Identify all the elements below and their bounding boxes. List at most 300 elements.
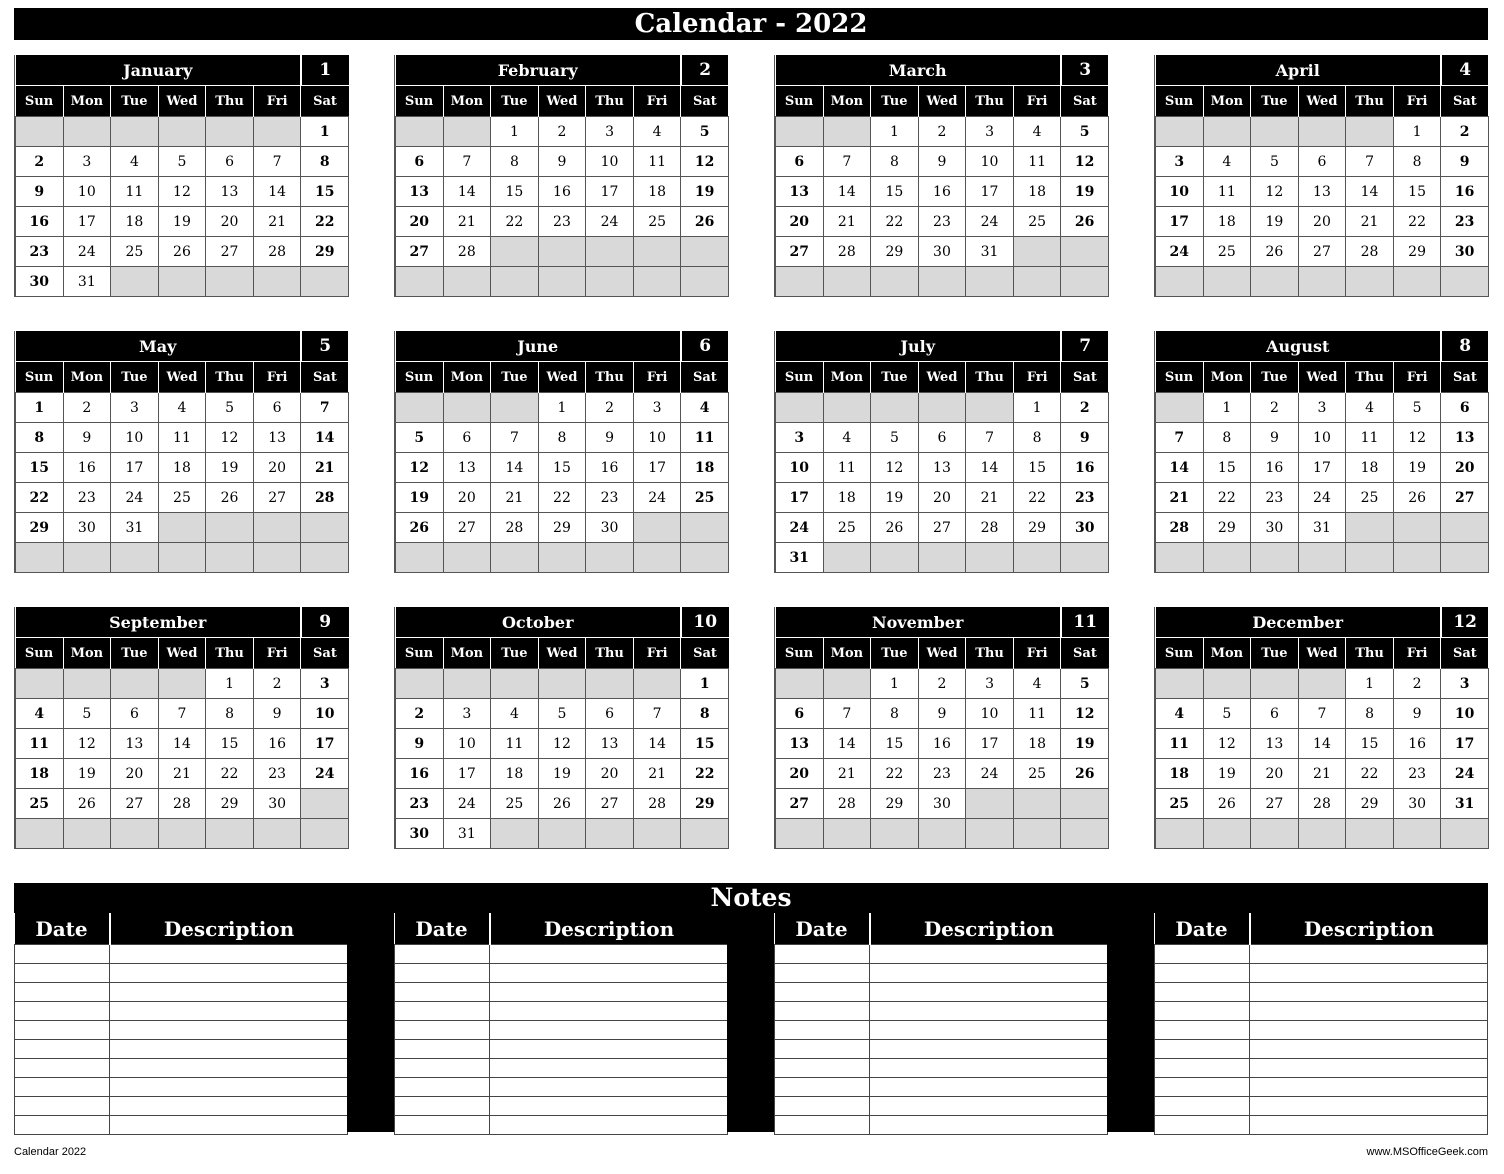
notes-date-cell[interactable] [15, 1116, 110, 1135]
day-cell: 1 [206, 669, 254, 699]
day-cell: 18 [823, 483, 871, 513]
empty-day-cell [633, 237, 681, 267]
notes-description-cell[interactable] [1250, 1002, 1488, 1021]
notes-date-cell[interactable] [395, 1059, 490, 1078]
notes-date-cell[interactable] [395, 1002, 490, 1021]
empty-day-cell [1251, 819, 1299, 849]
notes-date-cell[interactable] [775, 1040, 870, 1059]
empty-day-cell [823, 267, 871, 297]
day-cell: 7 [966, 423, 1014, 453]
day-cell: 18 [1203, 207, 1251, 237]
day-cell: 4 [633, 117, 681, 147]
weekday-header: Sat [301, 362, 349, 393]
day-cell: 15 [16, 453, 64, 483]
empty-day-cell [491, 267, 539, 297]
day-cell: 19 [538, 759, 586, 789]
notes-group [774, 913, 1107, 1135]
notes-date-cell[interactable] [775, 1059, 870, 1078]
notes-description-cell[interactable] [490, 1002, 728, 1021]
day-cell: 13 [253, 423, 301, 453]
day-cell: 28 [158, 789, 206, 819]
notes-date-cell[interactable] [775, 1097, 870, 1116]
day-cell: 10 [63, 177, 111, 207]
weekday-header: Sun [16, 86, 64, 117]
day-cell: 1 [1013, 393, 1061, 423]
weekday-header: Tue [111, 638, 159, 669]
day-cell: 4 [823, 423, 871, 453]
notes-description-cell[interactable] [1250, 1059, 1488, 1078]
notes-description-cell[interactable] [110, 983, 348, 1002]
day-cell: 18 [633, 177, 681, 207]
weekday-header: Thu [586, 638, 634, 669]
day-cell: 25 [158, 483, 206, 513]
weekday-header: Thu [586, 362, 634, 393]
notes-description-cell[interactable] [870, 1040, 1108, 1059]
day-cell: 30 [1441, 237, 1489, 267]
empty-day-cell [1203, 819, 1251, 849]
notes-date-cell[interactable] [395, 983, 490, 1002]
day-cell: 24 [776, 513, 824, 543]
day-cell: 3 [776, 423, 824, 453]
day-cell: 22 [871, 759, 919, 789]
weekday-header: Fri [253, 362, 301, 393]
empty-day-cell [1346, 543, 1394, 573]
day-cell: 24 [301, 759, 349, 789]
empty-day-cell [776, 819, 824, 849]
notes-date-cell[interactable] [775, 983, 870, 1002]
day-cell: 6 [396, 147, 444, 177]
empty-day-cell [396, 267, 444, 297]
notes-description-cell[interactable] [490, 983, 728, 1002]
day-cell: 20 [396, 207, 444, 237]
notes-description-cell[interactable] [110, 1021, 348, 1040]
empty-day-cell [1393, 819, 1441, 849]
day-cell: 19 [63, 759, 111, 789]
month-name: January [16, 55, 301, 86]
day-cell: 27 [776, 789, 824, 819]
weekday-header: Wed [158, 86, 206, 117]
empty-day-cell [1061, 543, 1109, 573]
empty-day-cell [1441, 267, 1489, 297]
notes-date-cell[interactable] [395, 1021, 490, 1040]
day-cell: 23 [396, 789, 444, 819]
empty-day-cell [253, 513, 301, 543]
empty-day-cell [918, 543, 966, 573]
notes-date-cell[interactable] [1155, 1021, 1250, 1040]
day-cell: 14 [158, 729, 206, 759]
day-cell: 4 [158, 393, 206, 423]
notes-description-cell[interactable] [870, 945, 1108, 964]
notes-description-cell[interactable] [870, 1021, 1108, 1040]
day-cell: 26 [158, 237, 206, 267]
notes-group [394, 913, 727, 1135]
day-cell: 9 [1441, 147, 1489, 177]
day-cell: 31 [776, 543, 824, 573]
empty-day-cell [63, 819, 111, 849]
notes-date-cell[interactable] [1155, 1040, 1250, 1059]
day-cell: 1 [1203, 393, 1251, 423]
day-cell: 7 [1346, 147, 1394, 177]
notes-description-cell[interactable] [110, 1116, 348, 1135]
day-cell: 15 [681, 729, 729, 759]
day-cell: 17 [586, 177, 634, 207]
day-cell: 17 [966, 177, 1014, 207]
notes-description-cell[interactable] [870, 1097, 1108, 1116]
empty-day-cell [966, 393, 1014, 423]
notes-date-cell[interactable] [15, 964, 110, 983]
weekday-header: Thu [966, 638, 1014, 669]
day-cell: 18 [158, 453, 206, 483]
month-name: March [776, 55, 1061, 86]
notes-description-cell[interactable] [870, 1059, 1108, 1078]
day-cell: 31 [1441, 789, 1489, 819]
empty-day-cell [586, 237, 634, 267]
notes-date-cell[interactable] [775, 1078, 870, 1097]
notes-description-cell[interactable] [1250, 1078, 1488, 1097]
notes-divider [727, 913, 774, 1132]
notes-date-cell[interactable] [775, 1002, 870, 1021]
day-cell: 9 [396, 729, 444, 759]
day-cell: 10 [776, 453, 824, 483]
day-cell: 27 [206, 237, 254, 267]
empty-day-cell [633, 267, 681, 297]
empty-day-cell [491, 237, 539, 267]
day-cell: 14 [1298, 729, 1346, 759]
weekday-header: Fri [633, 362, 681, 393]
notes-date-cell[interactable] [775, 1021, 870, 1040]
empty-day-cell [396, 543, 444, 573]
day-cell: 13 [1251, 729, 1299, 759]
empty-day-cell [1251, 117, 1299, 147]
day-cell: 24 [1441, 759, 1489, 789]
day-cell: 30 [396, 819, 444, 849]
empty-day-cell [111, 543, 159, 573]
day-cell: 4 [1203, 147, 1251, 177]
day-cell: 8 [1346, 699, 1394, 729]
empty-day-cell [966, 789, 1014, 819]
empty-day-cell [253, 819, 301, 849]
day-cell: 12 [206, 423, 254, 453]
empty-day-cell [633, 513, 681, 543]
notes-date-header: Date [1155, 913, 1250, 945]
notes-date-cell[interactable] [395, 1078, 490, 1097]
day-cell: 29 [538, 513, 586, 543]
empty-day-cell [111, 117, 159, 147]
notes-description-cell[interactable] [1250, 983, 1488, 1002]
empty-day-cell [1013, 237, 1061, 267]
weekday-header: Mon [63, 362, 111, 393]
empty-day-cell [443, 117, 491, 147]
empty-day-cell [681, 267, 729, 297]
notes-date-cell[interactable] [395, 1097, 490, 1116]
empty-day-cell [1061, 237, 1109, 267]
notes-description-cell[interactable] [870, 1078, 1108, 1097]
day-cell: 6 [776, 147, 824, 177]
day-cell: 6 [1441, 393, 1489, 423]
notes-date-cell[interactable] [775, 964, 870, 983]
notes-date-cell[interactable] [15, 1059, 110, 1078]
notes-date-cell[interactable] [775, 945, 870, 964]
notes-description-cell[interactable] [490, 964, 728, 983]
notes-description-header: Description [490, 913, 728, 945]
empty-day-cell [206, 819, 254, 849]
month-september [14, 607, 348, 849]
notes-description-cell[interactable] [870, 964, 1108, 983]
empty-day-cell [823, 117, 871, 147]
empty-day-cell [776, 117, 824, 147]
notes-date-cell[interactable] [395, 1116, 490, 1135]
day-cell: 14 [633, 729, 681, 759]
empty-day-cell [1061, 819, 1109, 849]
notes-date-cell[interactable] [15, 1002, 110, 1021]
day-cell: 28 [253, 237, 301, 267]
day-cell: 29 [1346, 789, 1394, 819]
notes-date-cell[interactable] [395, 964, 490, 983]
day-cell: 27 [443, 513, 491, 543]
day-cell: 30 [586, 513, 634, 543]
notes-description-header: Description [110, 913, 348, 945]
day-cell: 19 [206, 453, 254, 483]
empty-day-cell [681, 513, 729, 543]
notes-description-cell[interactable] [490, 1059, 728, 1078]
day-cell: 31 [1298, 513, 1346, 543]
empty-day-cell [538, 237, 586, 267]
notes-description-cell[interactable] [110, 1097, 348, 1116]
notes-description-cell[interactable] [490, 1078, 728, 1097]
day-cell: 2 [16, 147, 64, 177]
day-cell: 29 [1393, 237, 1441, 267]
day-cell: 25 [16, 789, 64, 819]
empty-day-cell [633, 543, 681, 573]
notes-date-cell[interactable] [15, 1097, 110, 1116]
notes-description-cell[interactable] [870, 1002, 1108, 1021]
day-cell: 7 [491, 423, 539, 453]
day-cell: 31 [966, 237, 1014, 267]
weekday-header: Wed [1298, 86, 1346, 117]
notes-date-cell[interactable] [1155, 983, 1250, 1002]
day-cell: 11 [1156, 729, 1204, 759]
empty-day-cell [1203, 117, 1251, 147]
day-cell: 27 [918, 513, 966, 543]
empty-day-cell [443, 543, 491, 573]
day-cell: 24 [966, 207, 1014, 237]
day-cell: 18 [1013, 729, 1061, 759]
day-cell: 12 [681, 147, 729, 177]
day-cell: 9 [16, 177, 64, 207]
day-cell: 13 [776, 729, 824, 759]
day-cell: 23 [16, 237, 64, 267]
day-cell: 27 [586, 789, 634, 819]
weekday-header: Tue [1251, 638, 1299, 669]
notes-date-cell[interactable] [15, 983, 110, 1002]
notes-description-cell[interactable] [110, 1040, 348, 1059]
day-cell: 12 [396, 453, 444, 483]
notes-date-cell[interactable] [1155, 1097, 1250, 1116]
weekday-header: Sun [396, 638, 444, 669]
notes-description-cell[interactable] [1250, 1116, 1488, 1135]
weekday-header: Sat [301, 638, 349, 669]
notes-description-cell[interactable] [110, 964, 348, 983]
day-cell: 17 [1298, 453, 1346, 483]
notes-description-cell[interactable] [110, 1078, 348, 1097]
notes-date-cell[interactable] [395, 945, 490, 964]
month-number: 8 [1441, 331, 1489, 362]
day-cell: 16 [1393, 729, 1441, 759]
month-november [774, 607, 1108, 849]
weekday-header: Wed [538, 362, 586, 393]
month-april [1154, 55, 1488, 297]
empty-day-cell [966, 543, 1014, 573]
day-cell: 14 [1156, 453, 1204, 483]
day-cell: 8 [301, 147, 349, 177]
day-cell: 24 [111, 483, 159, 513]
day-cell: 13 [1298, 177, 1346, 207]
weekday-header: Sat [301, 86, 349, 117]
day-cell: 12 [158, 177, 206, 207]
day-cell: 22 [1346, 759, 1394, 789]
day-cell: 9 [1251, 423, 1299, 453]
day-cell: 13 [1441, 423, 1489, 453]
day-cell: 27 [111, 789, 159, 819]
day-cell: 7 [823, 147, 871, 177]
notes-description-cell[interactable] [1250, 1040, 1488, 1059]
notes-date-cell[interactable] [775, 1116, 870, 1135]
empty-day-cell [1156, 267, 1204, 297]
weekday-header: Thu [1346, 362, 1394, 393]
day-cell: 2 [1061, 393, 1109, 423]
notes-description-cell[interactable] [110, 945, 348, 964]
day-cell: 23 [1441, 207, 1489, 237]
notes-description-cell[interactable] [490, 1116, 728, 1135]
empty-day-cell [538, 267, 586, 297]
weekday-header: Tue [111, 86, 159, 117]
empty-day-cell [823, 819, 871, 849]
weekday-header: Sat [1441, 638, 1489, 669]
empty-day-cell [1203, 669, 1251, 699]
notes-date-cell[interactable] [1155, 945, 1250, 964]
weekday-header: Fri [1393, 638, 1441, 669]
empty-day-cell [871, 543, 919, 573]
notes-date-cell[interactable] [1155, 1059, 1250, 1078]
notes-date-cell[interactable] [1155, 1116, 1250, 1135]
notes-date-cell[interactable] [15, 1040, 110, 1059]
notes-divider [1107, 913, 1154, 1132]
empty-day-cell [443, 669, 491, 699]
weekday-header: Wed [538, 638, 586, 669]
day-cell: 9 [918, 699, 966, 729]
weekday-header: Tue [871, 362, 919, 393]
day-cell: 26 [681, 207, 729, 237]
day-cell: 26 [1393, 483, 1441, 513]
day-cell: 7 [253, 147, 301, 177]
notes-date-cell[interactable] [15, 1078, 110, 1097]
day-cell: 25 [823, 513, 871, 543]
notes-date-cell[interactable] [1155, 964, 1250, 983]
empty-day-cell [301, 789, 349, 819]
day-cell: 7 [1156, 423, 1204, 453]
day-cell: 28 [966, 513, 1014, 543]
day-cell: 7 [633, 699, 681, 729]
empty-day-cell [158, 669, 206, 699]
month-number: 4 [1441, 55, 1489, 86]
notes-description-cell[interactable] [110, 1059, 348, 1078]
notes-description-cell[interactable] [1250, 1021, 1488, 1040]
day-cell: 21 [491, 483, 539, 513]
notes-divider [347, 913, 394, 1132]
day-cell: 2 [253, 669, 301, 699]
weekday-header: Sun [776, 638, 824, 669]
weekday-header: Mon [443, 86, 491, 117]
month-december [1154, 607, 1488, 849]
day-cell: 30 [16, 267, 64, 297]
weekday-header: Sat [1061, 86, 1109, 117]
notes-description-cell[interactable] [1250, 1097, 1488, 1116]
weekday-header: Sun [16, 638, 64, 669]
day-cell: 29 [301, 237, 349, 267]
notes-date-cell[interactable] [1155, 1078, 1250, 1097]
notes-date-header: Date [15, 913, 110, 945]
empty-day-cell [1156, 543, 1204, 573]
empty-day-cell [16, 819, 64, 849]
notes-description-cell[interactable] [1250, 964, 1488, 983]
empty-day-cell [1393, 513, 1441, 543]
notes-date-cell[interactable] [395, 1040, 490, 1059]
month-may [14, 331, 348, 573]
notes-description-cell[interactable] [1250, 945, 1488, 964]
notes-description-cell[interactable] [870, 1116, 1108, 1135]
day-cell: 25 [491, 789, 539, 819]
notes-date-cell[interactable] [15, 1021, 110, 1040]
day-cell: 23 [586, 483, 634, 513]
notes-date-cell[interactable] [15, 945, 110, 964]
notes-description-cell[interactable] [490, 1097, 728, 1116]
weekday-header: Mon [443, 638, 491, 669]
day-cell: 20 [918, 483, 966, 513]
weekday-header: Sat [1441, 86, 1489, 117]
day-cell: 9 [918, 147, 966, 177]
day-cell: 25 [1013, 207, 1061, 237]
notes-description-cell[interactable] [490, 945, 728, 964]
day-cell: 26 [1061, 207, 1109, 237]
day-cell: 22 [491, 207, 539, 237]
empty-day-cell [776, 267, 824, 297]
day-cell: 29 [871, 237, 919, 267]
day-cell: 11 [1013, 699, 1061, 729]
day-cell: 27 [1441, 483, 1489, 513]
day-cell: 31 [111, 513, 159, 543]
empty-day-cell [918, 393, 966, 423]
day-cell: 30 [1393, 789, 1441, 819]
day-cell: 5 [1061, 669, 1109, 699]
day-cell: 5 [681, 117, 729, 147]
empty-day-cell [206, 513, 254, 543]
empty-day-cell [966, 267, 1014, 297]
notes-date-cell[interactable] [1155, 1002, 1250, 1021]
day-cell: 7 [301, 393, 349, 423]
month-march [774, 55, 1108, 297]
day-cell: 20 [586, 759, 634, 789]
notes-description-cell[interactable] [870, 983, 1108, 1002]
notes-description-cell[interactable] [490, 1040, 728, 1059]
weekday-header: Thu [966, 86, 1014, 117]
notes-description-cell[interactable] [110, 1002, 348, 1021]
weekday-header: Sun [396, 86, 444, 117]
weekday-header: Sun [1156, 86, 1204, 117]
month-number: 6 [681, 331, 729, 362]
notes-description-cell[interactable] [490, 1021, 728, 1040]
day-cell: 28 [1298, 789, 1346, 819]
empty-day-cell [1441, 513, 1489, 543]
